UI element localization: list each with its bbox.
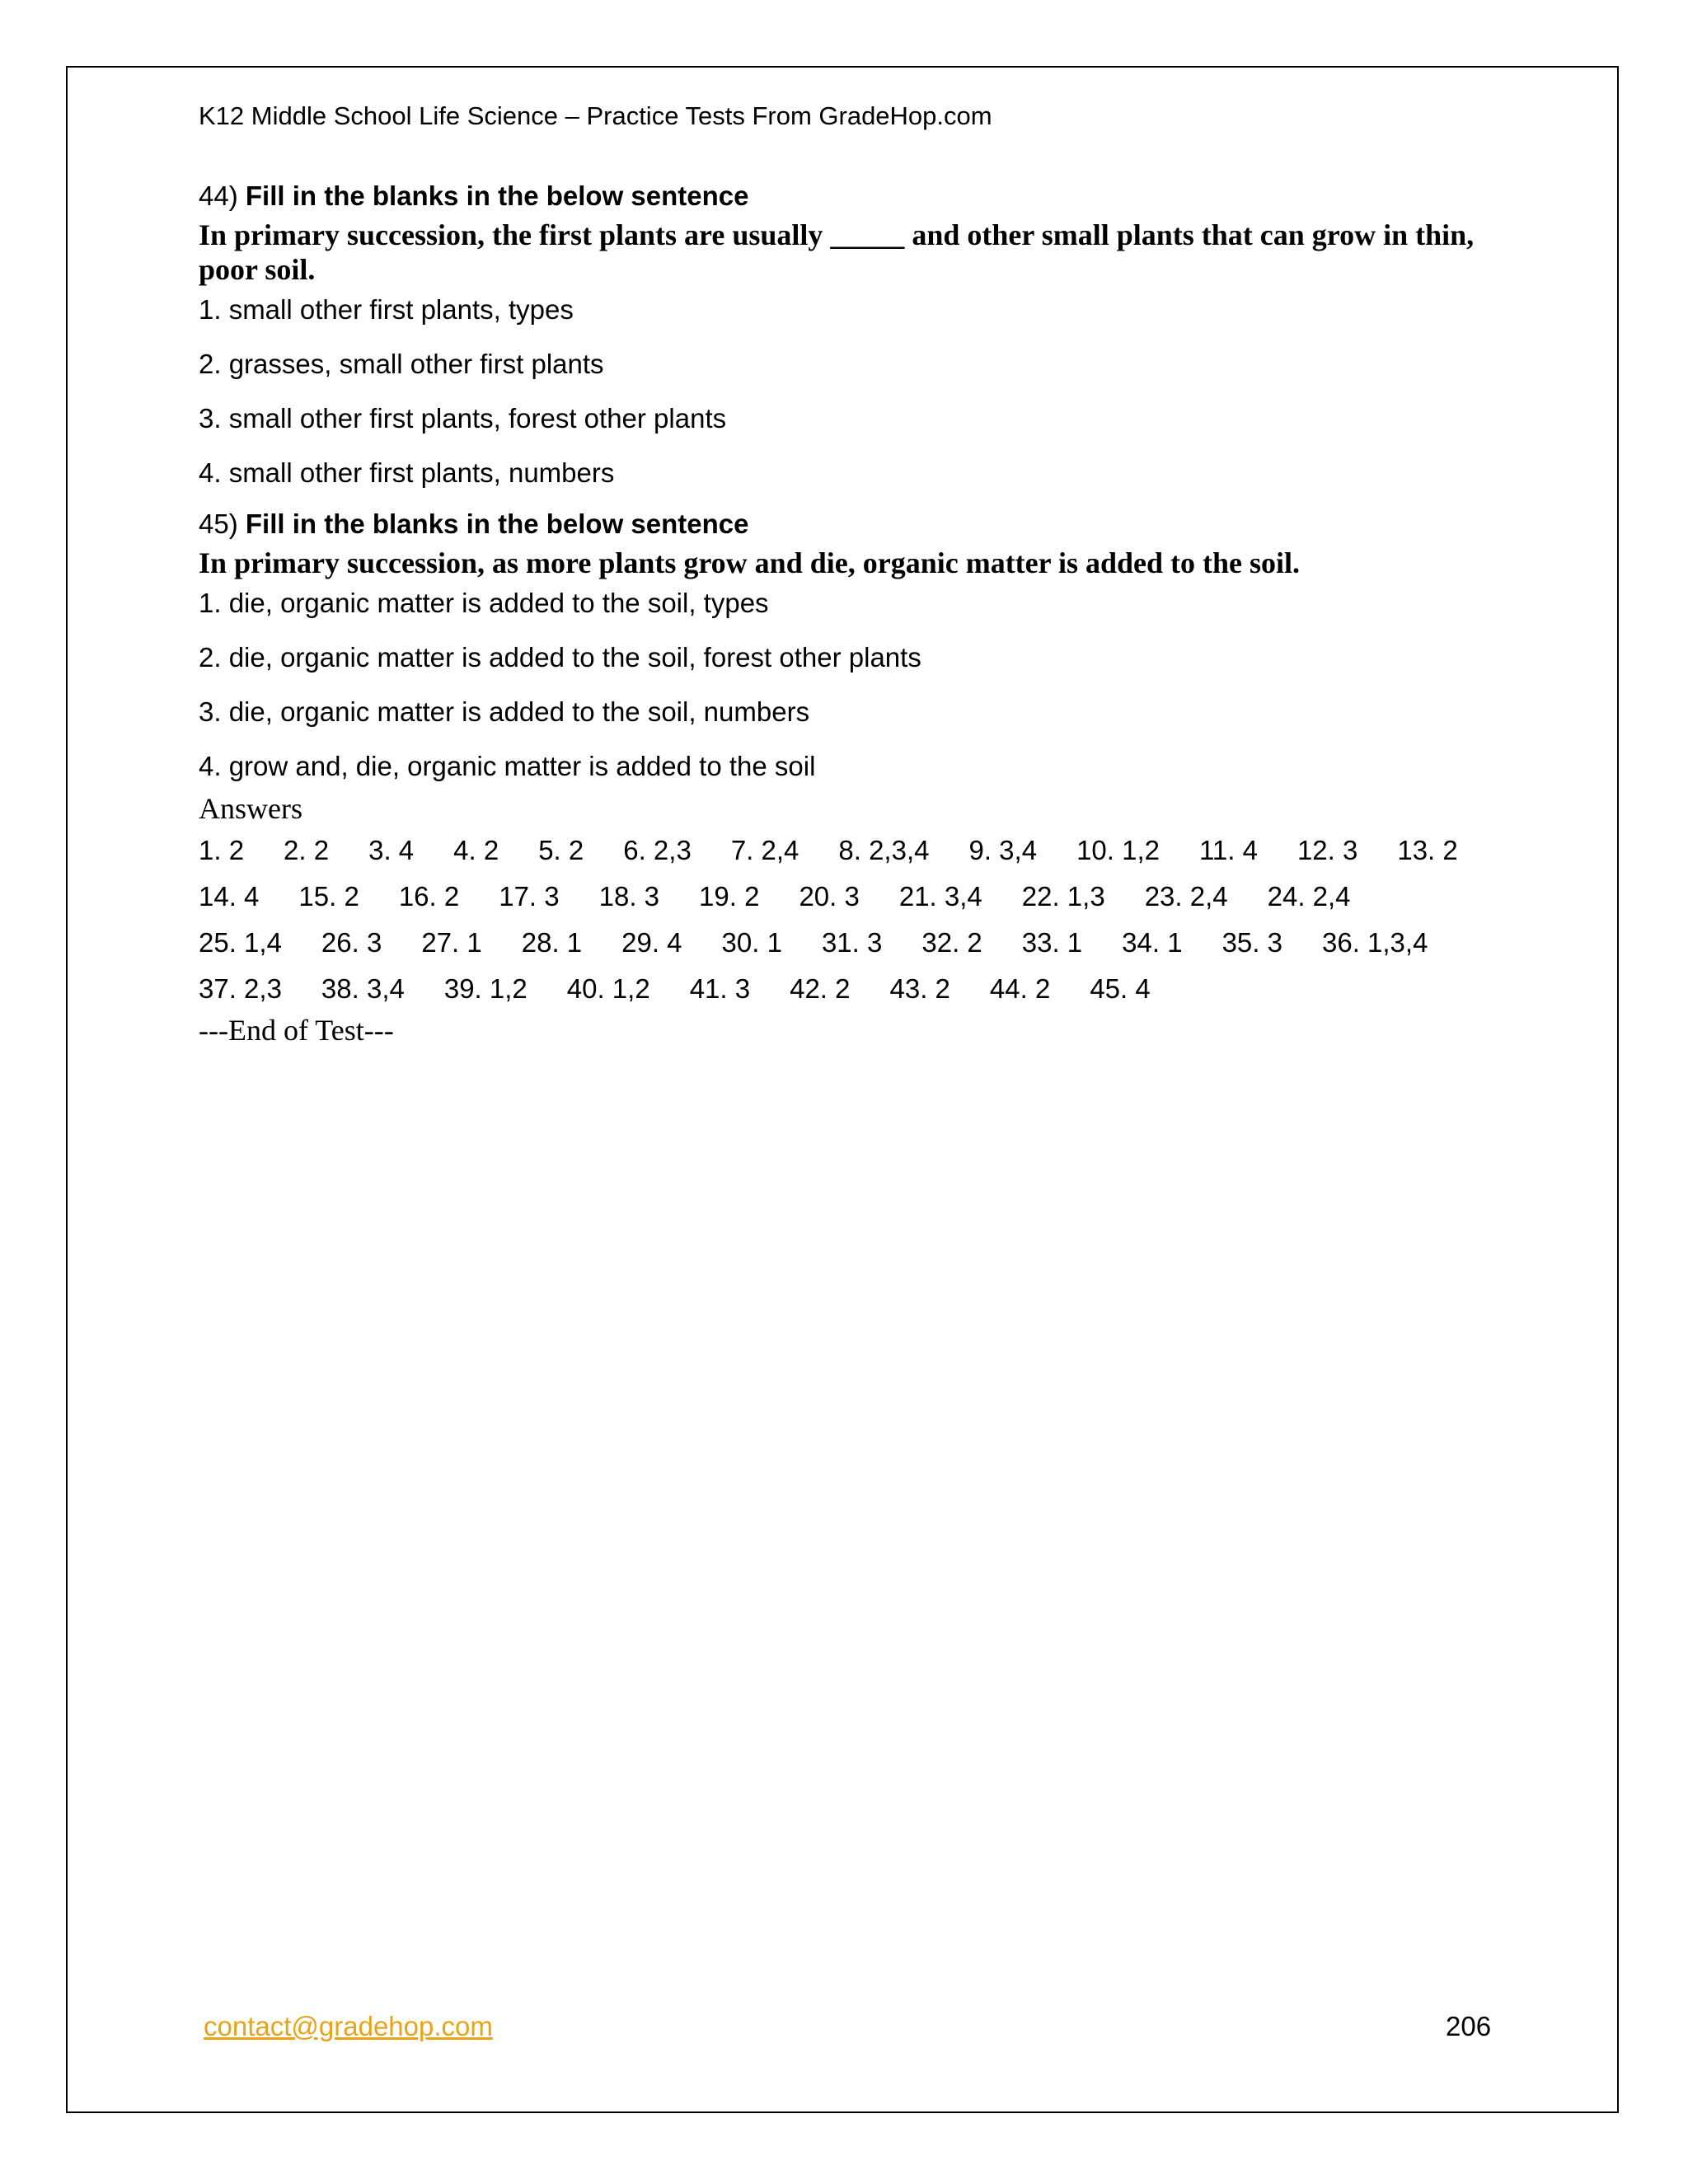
- answer-item: 16. 2: [398, 881, 460, 912]
- answer-item: 8. 2,3,4: [838, 835, 930, 865]
- answer-item: 2. 2: [284, 835, 330, 865]
- answer-item: 23. 2,4: [1144, 881, 1228, 912]
- option-2: 2. die, organic matter is added to the soil, forest other plants: [199, 642, 921, 673]
- option-3: 3. die, organic matter is added to the soil, numbers: [199, 696, 810, 727]
- answer-item: 13. 2: [1397, 835, 1458, 865]
- answer-item: 7. 2,4: [730, 835, 799, 865]
- option-1: 1. small other first plants, types: [199, 294, 574, 325]
- option-2: 2. grasses, small other first plants: [199, 349, 604, 379]
- answer-item: 29. 4: [621, 927, 682, 958]
- question-number: 45): [199, 509, 238, 539]
- answer-item: 26. 3: [321, 927, 382, 958]
- answer-item: 3. 4: [368, 835, 415, 865]
- answer-item: 20. 3: [799, 881, 860, 912]
- answer-item: 4. 2: [453, 835, 499, 865]
- answer-item: 37. 2,3: [199, 973, 282, 1004]
- answer-item: 27. 1: [421, 927, 482, 958]
- answer-item: 10. 1,2: [1076, 835, 1160, 865]
- contact-email-link[interactable]: contact@gradehop.com: [204, 2011, 493, 2041]
- answer-item: 30. 1: [721, 927, 782, 958]
- page-content: [199, 97, 1509, 1048]
- question-instruction: Fill in the blanks in the below sentence: [245, 509, 749, 539]
- page-number: 206: [1446, 2011, 1492, 2041]
- option-4: 4. grow and, die, organic matter is added to the soil: [199, 751, 816, 781]
- answer-item: 17. 3: [499, 881, 560, 912]
- answer-item: 31. 3: [821, 927, 883, 958]
- option-1: 1. die, organic matter is added to the soil, types: [199, 588, 769, 618]
- answers-list: [199, 827, 1509, 1012]
- answer-item: 12. 3: [1296, 835, 1358, 865]
- question-45: [199, 504, 1509, 783]
- option-3: 3. small other first plants, forest other plants: [199, 403, 727, 434]
- answer-item: 39. 1,2: [443, 973, 528, 1004]
- question-instruction: Fill in the blanks in the below sentence: [245, 180, 749, 211]
- answer-item: 32. 2: [921, 927, 982, 958]
- answer-item: 18. 3: [598, 881, 660, 912]
- end-of-test: ---End of Test---: [199, 1014, 394, 1047]
- answer-item: 6. 2,3: [623, 835, 692, 865]
- answer-item: 36. 1,3,4: [1321, 927, 1428, 958]
- answer-item: 22. 1,3: [1021, 881, 1105, 912]
- answer-item: 42. 2: [790, 973, 851, 1004]
- answer-item: 44. 2: [989, 973, 1051, 1004]
- answer-item: 9. 3,4: [968, 835, 1038, 865]
- question-heading: [199, 176, 1509, 216]
- answer-item: 45. 4: [1090, 973, 1151, 1004]
- answer-item: 28. 1: [521, 927, 583, 958]
- answer-item: 35. 3: [1221, 927, 1282, 958]
- answer-item: 38. 3,4: [321, 973, 405, 1004]
- answer-item: 14. 4: [199, 881, 260, 912]
- answer-item: 11. 4: [1198, 835, 1258, 865]
- answer-item: 19. 2: [699, 881, 760, 912]
- answer-item: 25. 1,4: [199, 927, 282, 958]
- answer-item: 1. 2: [199, 835, 245, 865]
- answer-item: 40. 1,2: [566, 973, 650, 1004]
- answer-item: 34. 1: [1122, 927, 1183, 958]
- answer-item: 43. 2: [889, 973, 950, 1004]
- answers-title: Answers: [199, 792, 302, 825]
- answer-item: 24. 2,4: [1267, 881, 1351, 912]
- question-number: 44): [199, 180, 238, 211]
- answer-item: 33. 1: [1021, 927, 1083, 958]
- question-44: [199, 176, 1509, 490]
- question-sentence: In primary succession, as more plants grow and die, organic matter is added to the soil.: [199, 546, 1301, 579]
- answer-item: 15. 2: [298, 881, 359, 912]
- option-4: 4. small other first plants, numbers: [199, 457, 615, 488]
- answer-item: 21. 3,4: [898, 881, 982, 912]
- question-heading: [199, 504, 1509, 544]
- answer-item: 41. 3: [689, 973, 751, 1004]
- page-header: K12 Middle School Life Science – Practice Tests From GradeHop.com: [199, 101, 992, 130]
- answer-item: 5. 2: [538, 835, 584, 865]
- question-sentence: In primary succession, the first plants are usually _____ and other small plants that can grow in thin, poor soil.: [199, 218, 1475, 286]
